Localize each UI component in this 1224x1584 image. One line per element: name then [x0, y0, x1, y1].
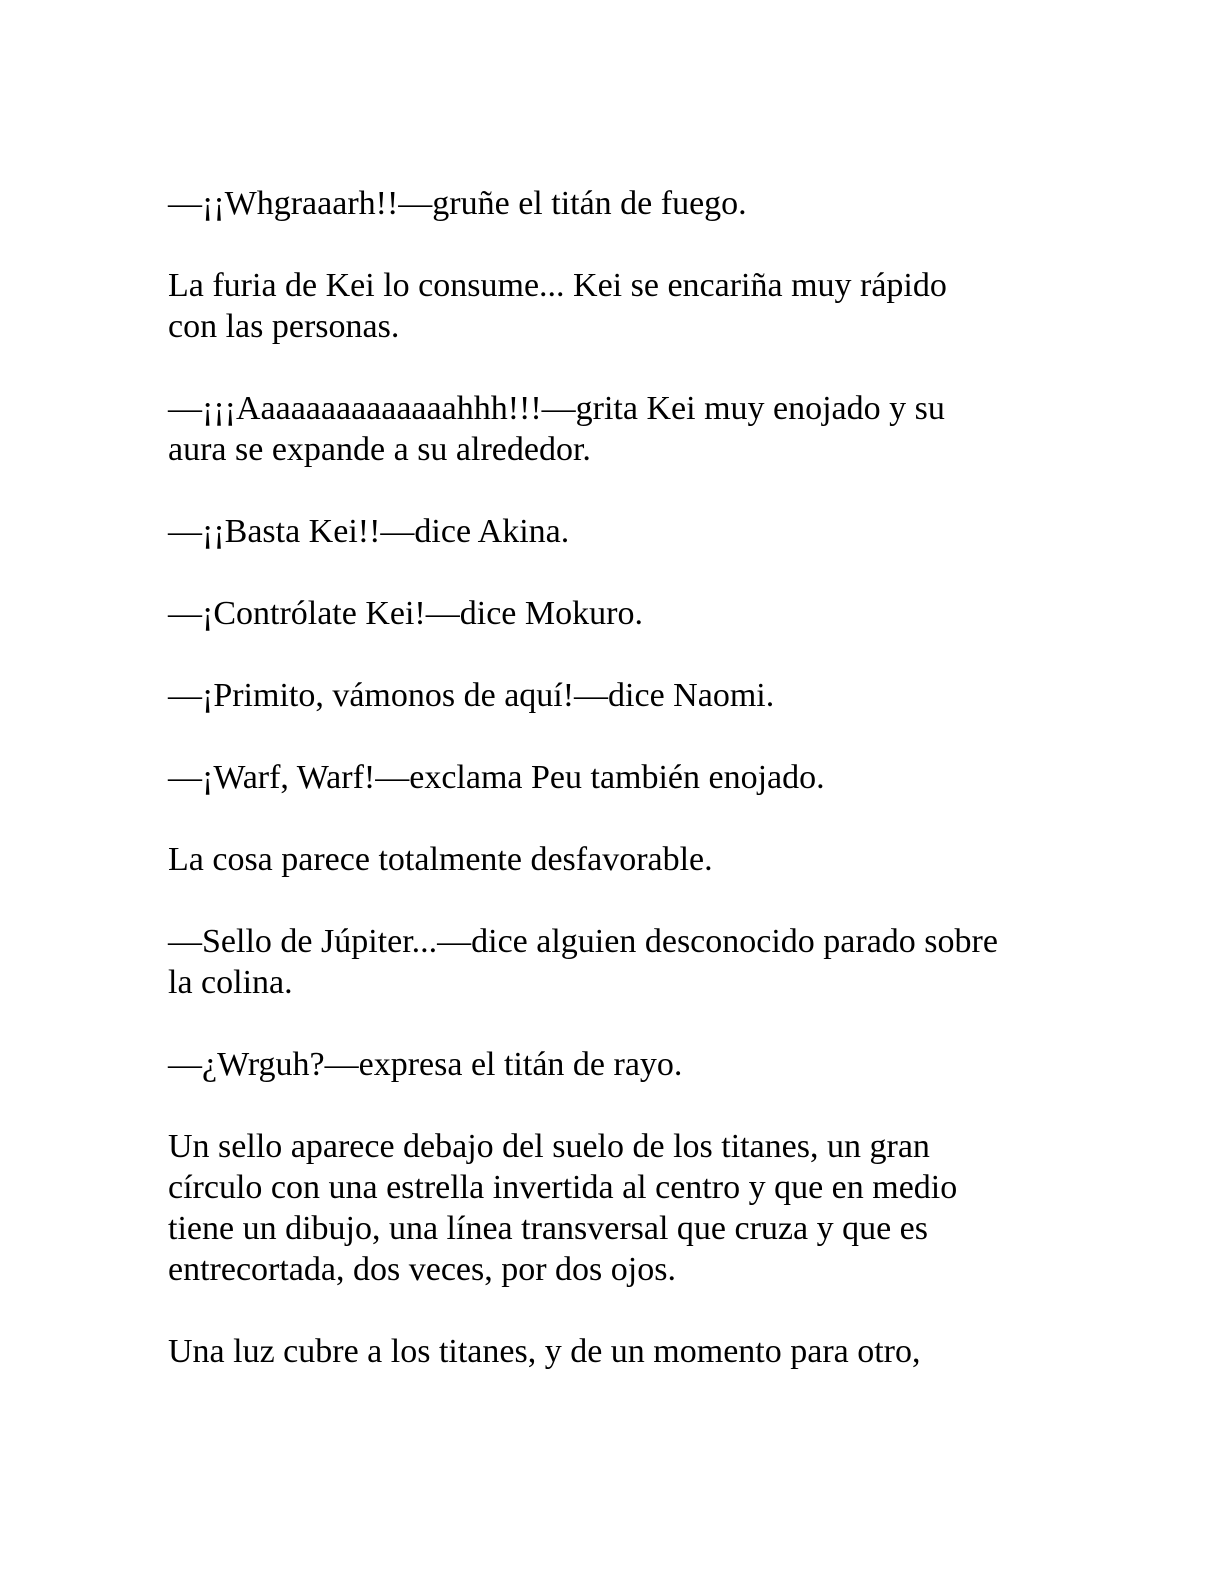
paragraph	[168, 1044, 1058, 1085]
paragraph	[168, 757, 1058, 798]
text-line: entrecortada, dos veces, por dos ojos.	[168, 1251, 676, 1288]
paragraph	[168, 183, 1058, 224]
text-line: —¡¡Whgraaarh!!—gruñe el titán de fuego.	[168, 185, 747, 222]
text-line: —¿Wrguh?—expresa el titán de rayo.	[168, 1046, 683, 1083]
text-line: círculo con una estrella invertida al centro y que en medio	[168, 1169, 958, 1206]
text-line: La furia de Kei lo consume... Kei se encariña muy rápido	[168, 267, 947, 304]
text-line: con las personas.	[168, 308, 400, 345]
text-line: Una luz cubre a los titanes, y de un momento para otro,	[168, 1333, 921, 1370]
paragraph	[168, 839, 1058, 880]
text-line: La cosa parece totalmente desfavorable.	[168, 841, 713, 878]
text-line: —¡¡Basta Kei!!—dice Akina.	[168, 513, 570, 550]
paragraph	[168, 1331, 1058, 1372]
text-line: —¡Contrólate Kei!—dice Mokuro.	[168, 595, 643, 632]
paragraph	[168, 1126, 1058, 1290]
paragraph	[168, 675, 1058, 716]
text-line: —¡¡¡Aaaaaaaaaaaaaahhh!!!—grita Kei muy enojado y su	[168, 390, 945, 427]
text-line: Un sello aparece debajo del suelo de los titanes, un gran	[168, 1128, 930, 1165]
text-line: —¡Primito, vámonos de aquí!—dice Naomi.	[168, 677, 775, 714]
text-line: aura se expande a su alrededor.	[168, 431, 591, 468]
paragraph	[168, 388, 1058, 470]
paragraph	[168, 265, 1058, 347]
paragraph	[168, 511, 1058, 552]
text-line: tiene un dibujo, una línea transversal que cruza y que es	[168, 1210, 929, 1247]
paragraph	[168, 593, 1058, 634]
text-line: —Sello de Júpiter...—dice alguien desconocido parado sobre	[168, 923, 998, 960]
body-text	[168, 183, 1058, 1413]
paragraph	[168, 921, 1058, 1003]
text-line: —¡Warf, Warf!—exclama Peu también enojado.	[168, 759, 825, 796]
text-line: la colina.	[168, 964, 293, 1001]
